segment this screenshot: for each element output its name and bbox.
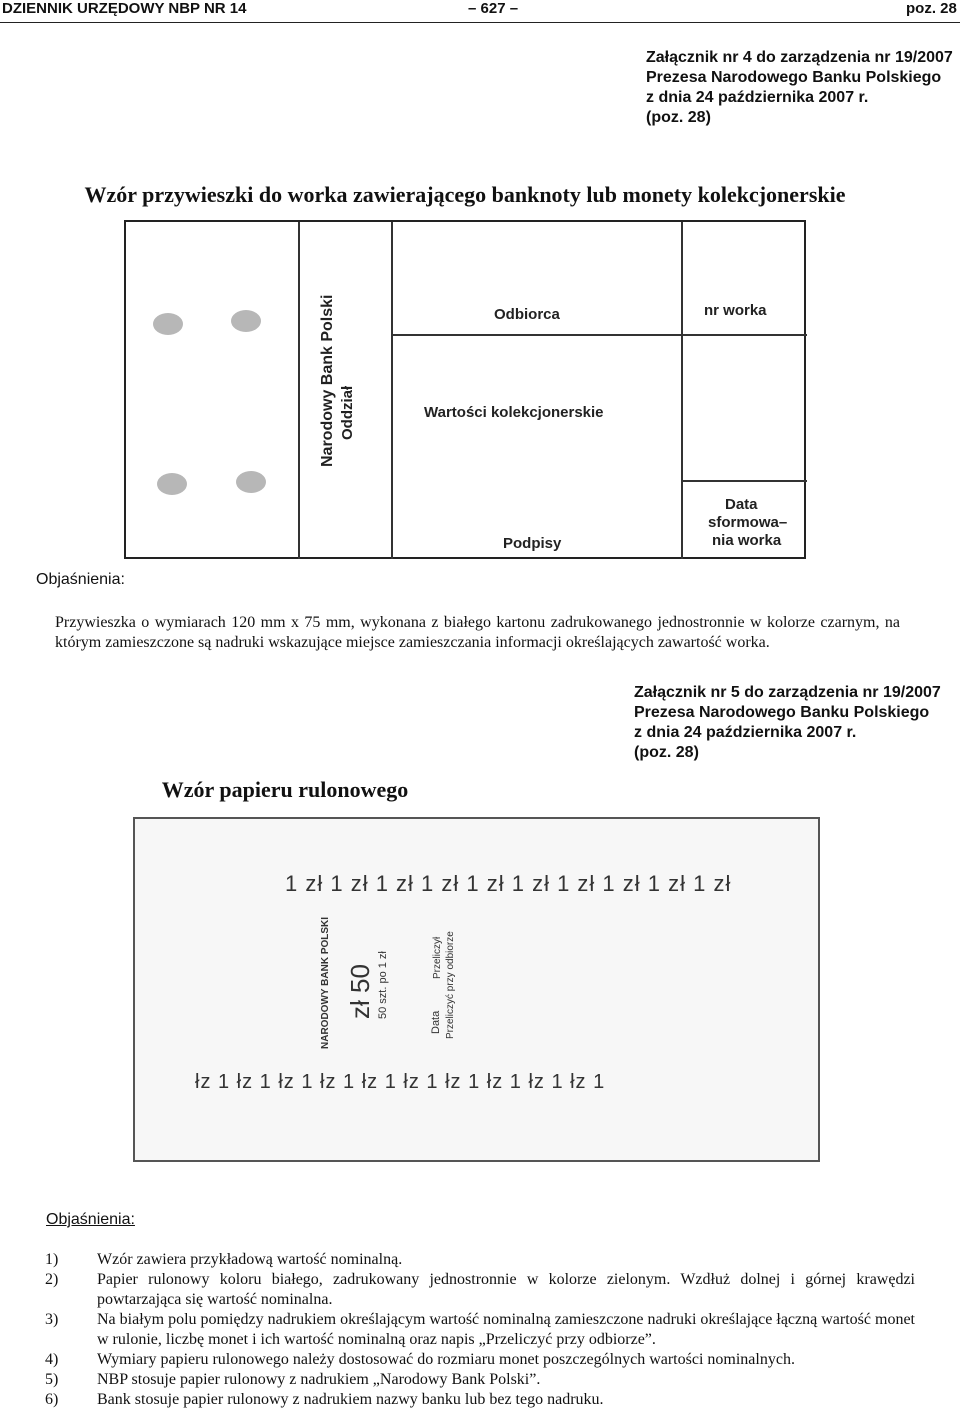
punch-hole (236, 471, 266, 493)
collector-values-label: Wartości kolekcjonerskie (424, 404, 604, 421)
punch-hole (153, 313, 183, 335)
list-text: Papier rulonowy koloru białego, zadrukowany jednostronnie w kolorze zielonym. Wzdłuż dolnej i górnej krawędzi powtarzająca się wartość nominalna. (97, 1271, 915, 1308)
list-text: Bank stosuje papier rulonowy z nadrukiem nazwy banku lub bez tego nadruku. (97, 1391, 604, 1408)
denomination-row-bottom: łz 1 łz 1 łz 1 łz 1 łz 1 łz 1 łz 1 łz 1 łz 1 łz 1 (195, 1071, 606, 1093)
list-number: 6) (45, 1391, 59, 1408)
signatures-label: Podpisy (503, 535, 562, 552)
annex-5-heading (634, 683, 941, 763)
roll-counted-note: Przeliczyć przy odbiorze (445, 931, 456, 1039)
list-number: 2) (45, 1271, 59, 1288)
roll-count: 50 szt. po 1 zł (377, 951, 389, 1019)
bank-name-label: Narodowy Bank Polski (319, 294, 336, 467)
list-text: Wzór zawiera przykładową wartość nominalną. (97, 1251, 403, 1268)
date-label: Data (725, 496, 758, 513)
explanations-label: Objaśnienia: (36, 571, 125, 588)
list-number: 3) (45, 1311, 59, 1328)
punch-hole (157, 473, 187, 495)
divider-line (298, 222, 300, 559)
branch-label: Oddział (339, 385, 356, 440)
journal-title: DZIENNIK URZĘDOWY NBP NR 14 (2, 0, 247, 17)
list-item (45, 1370, 915, 1390)
list-item (45, 1250, 915, 1270)
annex-line: z dnia 24 października 2007 r. (646, 89, 869, 106)
page-number: – 627 – (468, 0, 519, 17)
list-number: 5) (45, 1371, 59, 1388)
recipient-label: Odbiorca (494, 306, 560, 323)
roll-counted-by: Przeliczył (432, 936, 443, 979)
divider-line (681, 222, 683, 559)
divider-line (391, 222, 393, 559)
list-item (45, 1390, 915, 1410)
list-item (45, 1270, 915, 1310)
tag-title: Wzór przywieszki do worka zawierającego banknoty lub monety kolekcjonerskie (84, 182, 846, 207)
tag-description: Przywieszka o wymiarach 120 mm x 75 mm, wykonana z białego kartonu zadrukowanego jednostronnie w kolorze czarnym, na którym zamieszczone są nadruki wskazujące miejsce zamieszczania informacji określających zawartość worka. (55, 614, 900, 651)
annex-line: (poz. 28) (634, 744, 699, 761)
explanation-list (45, 1250, 915, 1410)
roll-value: zł 50 (345, 964, 375, 1019)
list-number: 4) (45, 1351, 59, 1368)
divider-line (681, 480, 807, 482)
annex-4-heading (646, 48, 953, 128)
date-label: nia worka (712, 532, 782, 549)
explanations-label: Objaśnienia: (46, 1211, 135, 1228)
position-number: poz. 28 (906, 0, 957, 17)
list-number: 1) (45, 1251, 59, 1268)
bag-number-label: nr worka (704, 302, 767, 319)
roll-paper-title: Wzór papieru rulonowego (161, 777, 409, 802)
annex-line: z dnia 24 października 2007 r. (634, 724, 857, 741)
punch-hole (231, 310, 261, 332)
denomination-row-top: 1 zł 1 zł 1 zł 1 zł 1 zł 1 zł 1 zł 1 zł 1 zł 1 zł (285, 871, 732, 896)
annex-line: Załącznik nr 5 do zarządzenia nr 19/2007 (634, 684, 941, 701)
roll-bank-name: NARODOWY BANK POLSKI (320, 916, 331, 1049)
annex-line: (poz. 28) (646, 109, 711, 126)
list-item (45, 1310, 915, 1350)
divider-line (391, 334, 807, 336)
annex-line: Prezesa Narodowego Banku Polskiego (634, 704, 930, 721)
date-label: sformowa– (708, 514, 788, 531)
list-text: Wymiary papieru rulonowego należy dostosować do rozmiaru monet poszczególnych wartości nominalnych. (97, 1351, 795, 1368)
annex-line: Prezesa Narodowego Banku Polskiego (646, 69, 942, 86)
bag-tag-figure (124, 220, 806, 559)
page-header (0, 0, 960, 23)
list-text: Na białym polu pomiędzy nadrukiem określającym wartość nominalną zamieszczone nadruki określające łączną wartość monet w rulonie, liczbę monet i ich wartość nominalną oraz napis „Przeliczyć przy odbiorze”. (97, 1311, 915, 1348)
roll-paper-figure (133, 817, 820, 1162)
roll-date: Data (430, 1010, 442, 1034)
list-text: NBP stosuje papier rulonowy z nadrukiem „Narodowy Bank Polski”. (97, 1371, 541, 1388)
list-item (45, 1350, 915, 1370)
annex-line: Załącznik nr 4 do zarządzenia nr 19/2007 (646, 49, 953, 66)
